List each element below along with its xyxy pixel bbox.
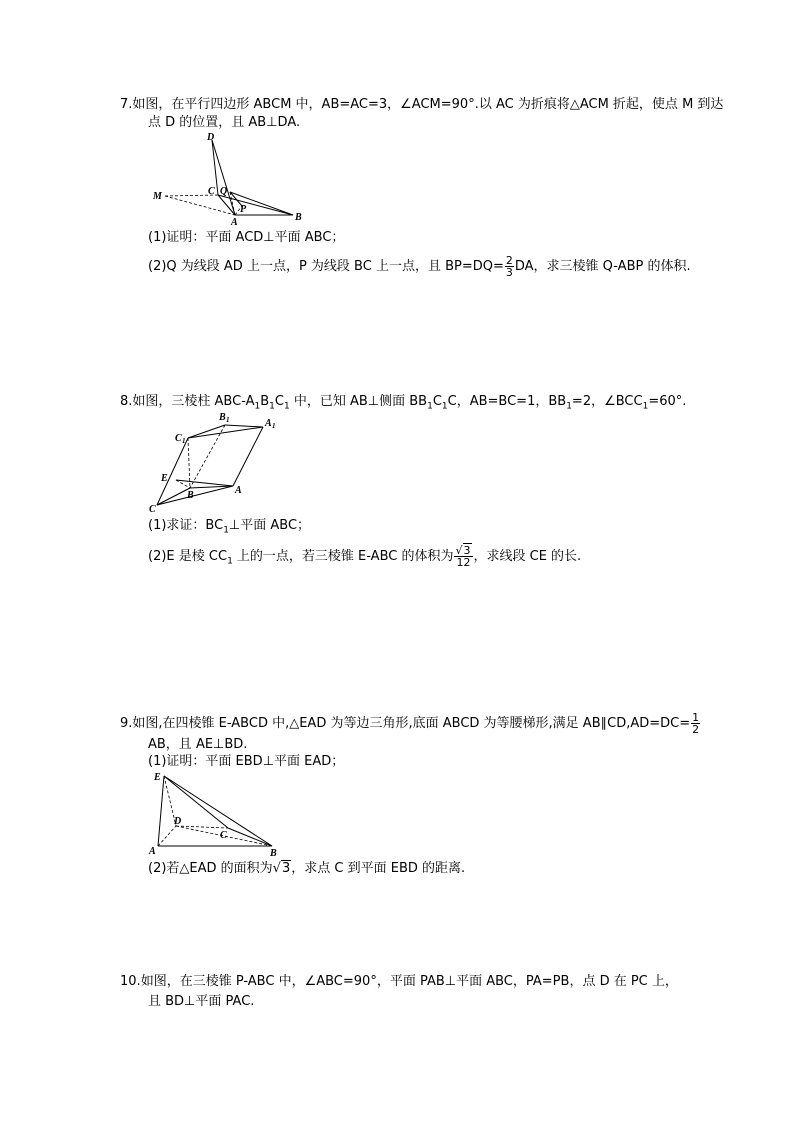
problem-9-stem: 9.如图,在四棱锥 E-ABCD 中,△EAD 为等边三角形,底面 ABCD 为等腰梯形,满足 AB∥CD,AD=DC= $\frac{1}{2}$ [120,711,700,736]
label-b: B [295,212,302,223]
label-q: Q [220,186,228,197]
problem-9-number: 9. [120,716,133,731]
problem-7-part2: (2)Q 为线段 AD 上一点，P 为线段 BC 上一点，且 BP=DQ= $\frac{2}{3}$ DA，求三棱锥 Q-ABP 的体积. [148,254,691,279]
problem-8-stem: 8.如图，三棱柱 ABC-$A_1B_1C_1$ 中，已知 AB⊥侧面 $BB_1C_1C$，AB=BC=1，$BB_1=2$，$\angle BCC_1=60^\circ$. [120,394,687,412]
problem-9-figure [148,768,288,860]
problem-9-part2: (2)若△EAD 的面积为√3，求点 C 到平面 EBD 的距离. [148,861,466,876]
fraction: $\frac{1}{2}$ [692,711,700,736]
problem-9-part1: (1)证明：平面 EBD⊥平面 EAD； [148,754,345,769]
label-c: C [208,186,215,197]
problem-7-figure [145,128,320,228]
label-p: P [240,204,247,215]
label-c: C [149,504,156,514]
label-d: D [207,132,215,143]
label-c1: C [175,433,182,444]
label-a: A [149,846,156,857]
label-d: D [174,816,182,827]
problem-10-stem: 10.如图，在三棱锥 P-ABC 中，∠ABC=90°，平面 PAB⊥平面 ABC，PA=PB，点 D 在 PC 上， [120,974,678,989]
svg-text:1: 1 [226,416,230,424]
label-b: B [187,490,194,501]
label-m: M [153,191,162,202]
problem-8-part1: (1)求证：$BC_1\perp$平面 ABC； [148,518,311,536]
label-c: C [220,830,227,841]
problem-8-figure-labels [149,412,276,514]
sqrt: √3 [272,861,291,876]
problem-7-stem: 7.如图，在平行四边形 ABCM 中，AB=AC=3，∠ACM=90°.以 AC 为折痕将△ACM 折起，使点 M 到达 [120,97,724,112]
label-a: A [231,217,238,228]
problem-7-stem-cont: 点 D 的位置，且 AB⊥DA. [148,115,301,130]
problem-9-stem-cont: AB，且 AE⊥BD. [148,737,248,752]
problem-7-part1: (1)证明：平面 ACD⊥平面 ABC； [148,230,345,245]
fraction: $\frac{√3}{12}$ [455,544,471,569]
svg-text:1: 1 [272,422,276,430]
problem-7-figure-labels [152,132,302,228]
label-a: A [235,485,242,496]
label-b: B [270,848,277,859]
label-a1: A [265,418,272,429]
problem-8-part2: (2)E 是棱 $CC_1$ 上的一点，若三棱锥 E-ABC 的体积为 $\frac{√3}{12}$ ，求线段 CE 的长. [148,544,582,569]
label-e: E [161,473,168,484]
problem-10-number: 10. [120,974,141,989]
svg-text:1: 1 [182,437,186,445]
fraction: $\frac{2}{3}$ [505,254,513,279]
label-e: E [154,772,161,783]
label-b1: B [219,412,226,423]
problem-8-figure [145,408,285,514]
problem-7-number: 7. [120,97,133,112]
problem-10-stem-cont: 且 BD⊥平面 PAC. [148,994,255,1009]
problem-8-number: 8. [120,394,133,409]
